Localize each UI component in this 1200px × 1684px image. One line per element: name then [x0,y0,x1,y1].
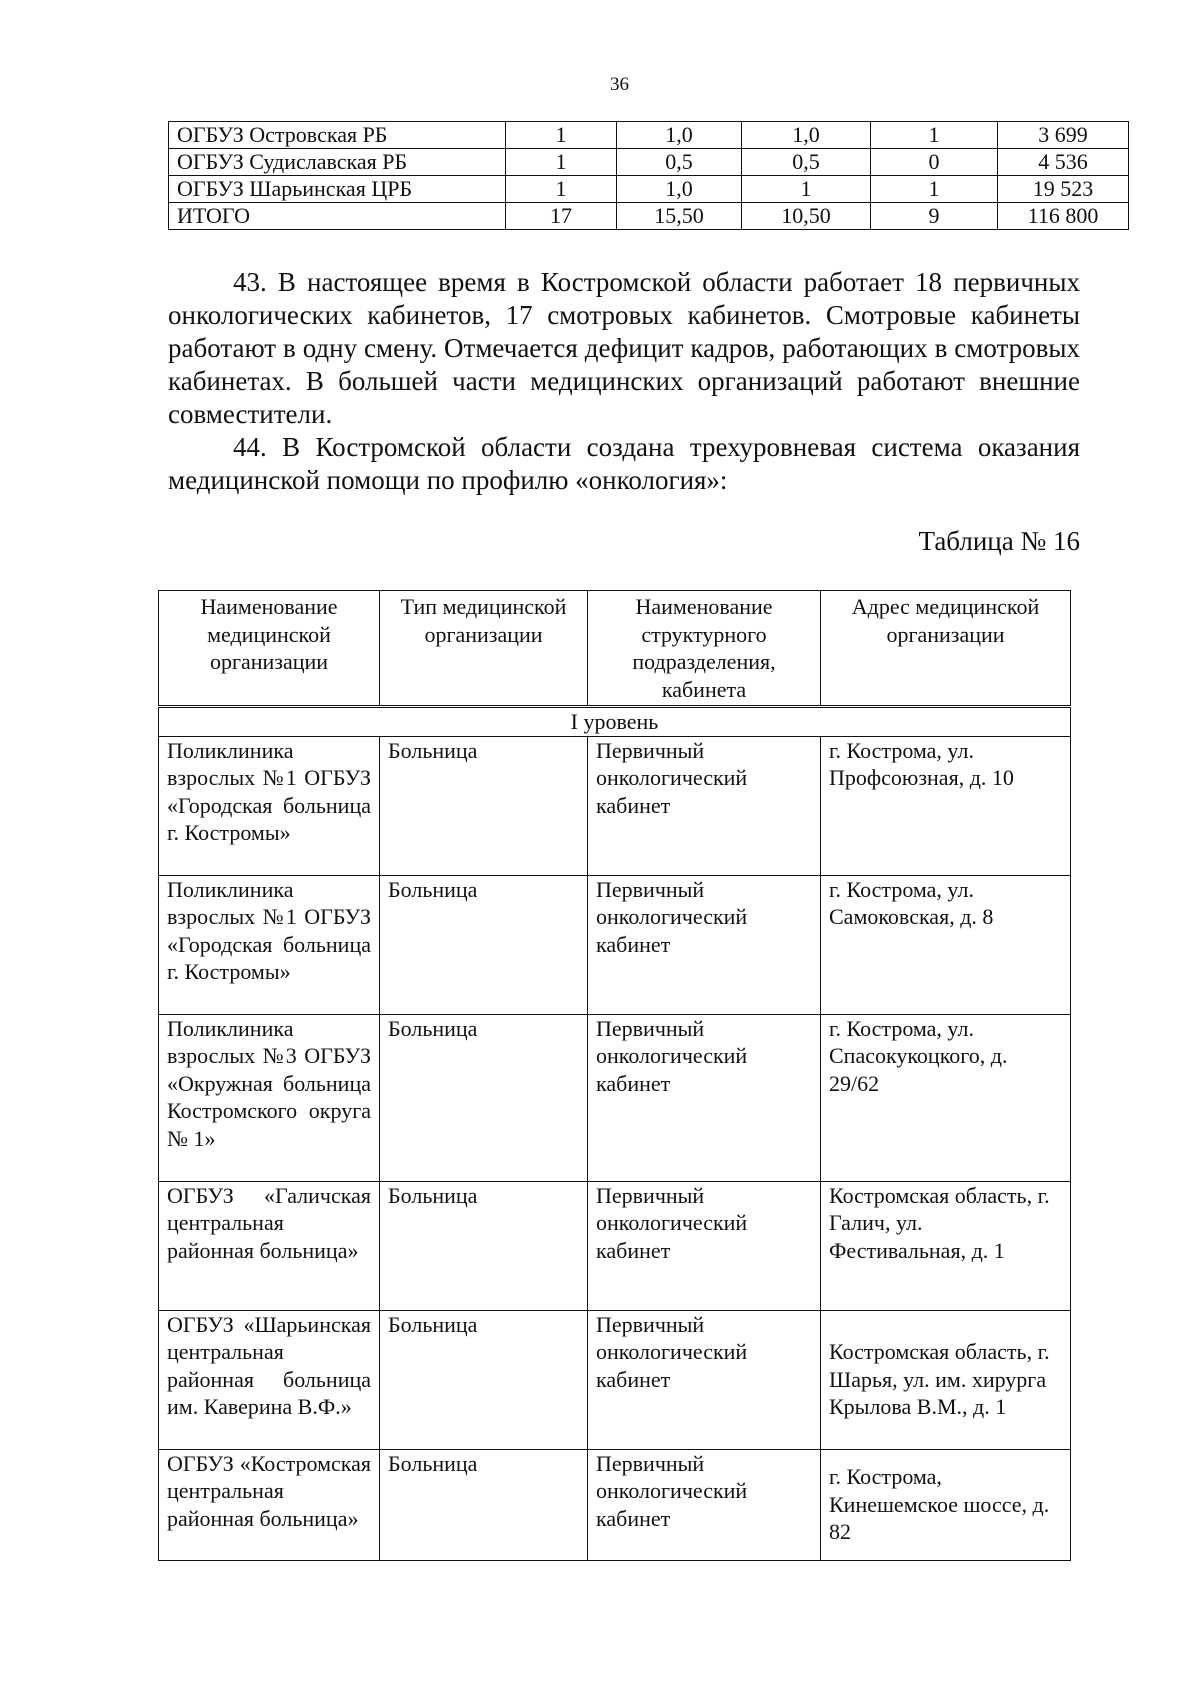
value-cell: 1 [506,176,617,203]
unit-cell: Первичный онкологический кабинет [588,1014,821,1181]
level-label: I уровень [159,707,1071,737]
value-cell: 9 [871,203,998,230]
org-name-cell: ОГБУЗ «Костромская центральная районная больница» [159,1449,380,1560]
value-cell: 1,0 [617,176,742,203]
value-cell: 0,5 [742,149,871,176]
address-cell: г. Кострома, Кинешемское шоссе, д. 82 [821,1449,1071,1560]
value-cell: 1,0 [617,122,742,149]
page-number: 36 [610,74,629,95]
org-type-cell: Больница [380,736,588,875]
table-row [159,875,1071,1014]
table-header-row [159,591,1071,707]
value-cell: 116 800 [998,203,1129,230]
paragraph-43 [168,266,1080,431]
org-name-cell: ОГБУЗ Островская РБ [169,122,506,149]
value-cell: 1 [506,122,617,149]
header-address: Адрес медицинской организации [821,591,1071,707]
paragraph-43-text: 43. В настоящее время в Костромской области работает 18 первичных онкологических кабинетов, 17 смотровых кабинетов. Смотровые кабинеты работают в одну смену. Отмечается дефицит кадров, работающих в смотровых кабинетах. В большей части медицинских организаций работают внешние совместители. [168,267,1080,429]
paragraph-44 [168,431,1080,497]
unit-cell: Первичный онкологический кабинет [588,875,821,1014]
value-cell: 19 523 [998,176,1129,203]
level-row [159,707,1071,737]
table-row [159,1310,1071,1449]
value-cell: 0 [871,149,998,176]
value-cell: 15,50 [617,203,742,230]
value-cell: 4 536 [998,149,1129,176]
org-type-cell: Больница [380,1014,588,1181]
unit-cell: Первичный онкологический кабинет [588,1310,821,1449]
table-row [169,176,1129,203]
address-cell: г. Кострома, ул. Самоковская, д. 8 [821,875,1071,1014]
org-name-cell: ОГБУЗ Шарьинская ЦРБ [169,176,506,203]
header-org-name: Наименование медицинской организации [159,591,380,707]
address-cell: Костромская область, г. Шарья, ул. им. хирурга Крылова В.М., д. 1 [821,1310,1071,1449]
table-caption: Таблица № 16 [918,526,1080,556]
value-cell: 3 699 [998,122,1129,149]
org-type-cell: Больница [380,1181,588,1310]
total-label-cell: ИТОГО [169,203,506,230]
header-org-type: Тип медицинской организации [380,591,588,707]
org-name-cell: Поликлиника взрослых №1 ОГБУЗ «Городская больница г. Костромы» [159,875,380,1014]
table-row-total [169,203,1129,230]
table-row [169,149,1129,176]
staffing-table-continuation [168,121,1129,230]
org-name-cell: ОГБУЗ Судиславская РБ [169,149,506,176]
address-cell: г. Кострома, ул. Профсоюзная, д. 10 [821,736,1071,875]
org-name-cell: ОГБУЗ «Галичская центральная районная больница» [159,1181,380,1310]
table-row [159,1014,1071,1181]
value-cell: 1 [871,176,998,203]
unit-cell: Первичный онкологический кабинет [588,1449,821,1560]
header-unit-name: Наименование структурного подразделения, кабинета [588,591,821,707]
table-row [159,736,1071,875]
value-cell: 1 [506,149,617,176]
value-cell: 1 [871,122,998,149]
value-cell: 1 [742,176,871,203]
table-row [159,1449,1071,1560]
org-name-cell: ОГБУЗ «Шарьинская центральная районная больница им. Каверина В.Ф.» [159,1310,380,1449]
value-cell: 10,50 [742,203,871,230]
address-cell: г. Кострома, ул. Спасокукоцкого, д. 29/62 [821,1014,1071,1181]
org-type-cell: Больница [380,1310,588,1449]
value-cell: 17 [506,203,617,230]
oncology-system-table [158,590,1071,1561]
org-type-cell: Больница [380,875,588,1014]
org-type-cell: Больница [380,1449,588,1560]
paragraph-44-text: 44. В Костромской области создана трехуровневая система оказания медицинской помощи по профилю «онкология»: [168,432,1080,495]
unit-cell: Первичный онкологический кабинет [588,736,821,875]
value-cell: 0,5 [617,149,742,176]
table-row [169,122,1129,149]
org-name-cell: Поликлиника взрослых №3 ОГБУЗ «Окружная больница Костромского округа № 1» [159,1014,380,1181]
org-name-cell: Поликлиника взрослых №1 ОГБУЗ «Городская больница г. Костромы» [159,736,380,875]
unit-cell: Первичный онкологический кабинет [588,1181,821,1310]
table-row [159,1181,1071,1310]
value-cell: 1,0 [742,122,871,149]
address-cell: Костромская область, г. Галич, ул. Фестивальная, д. 1 [821,1181,1071,1310]
